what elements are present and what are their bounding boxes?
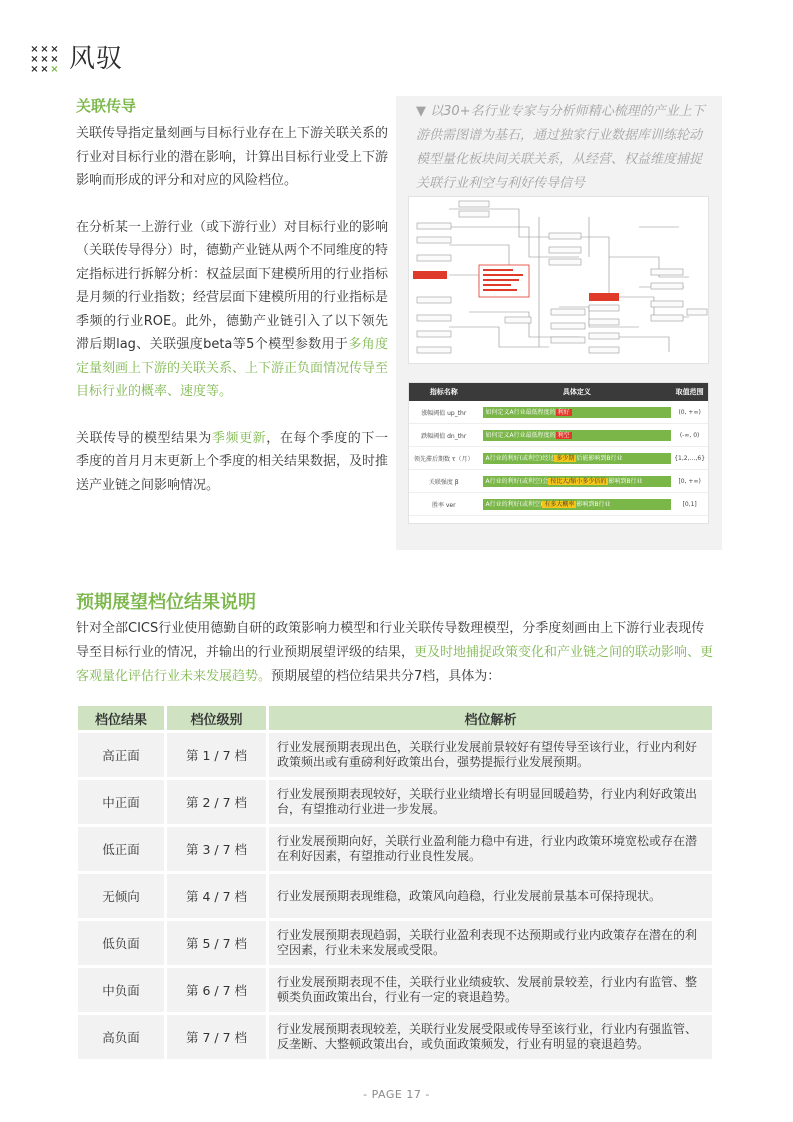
grade-level: 第 5 / 7 档 (164, 921, 266, 965)
param-header-range: 取值范围 (675, 388, 704, 396)
param-row (409, 493, 708, 516)
table-row (78, 921, 712, 965)
industry-chain-graph (409, 197, 710, 365)
paragraph-2-highlight: 多角度定量刻画上下游的关联关系、上下游正负面情况传导至目标行业的概率、速度等。 (76, 337, 389, 399)
param-name: 跌幅阈值 dn_thr (421, 432, 467, 440)
brand-name: 风驭 (69, 44, 124, 74)
param-def-prefix: 如何定义A行业最低程度的 (485, 431, 556, 439)
param-range: [0, +∞) (678, 477, 701, 485)
param-def-yellow: 有多大概率 (544, 500, 575, 508)
grade-level: 第 4 / 7 档 (164, 874, 266, 918)
param-name: 胜率 ver (431, 501, 456, 509)
param-header-definition: 具体定义 (562, 388, 591, 396)
param-range: (-∞, 0) (679, 431, 700, 439)
grade-description: 行业发展预期表现较好，关联行业业绩增长有明显回暖趋势，行业内利好政策出台，有望推动行业进一步发展。 (266, 780, 712, 824)
table-row (78, 733, 712, 777)
param-def-yellow: 按比大/缩小多少倍的 (550, 477, 607, 485)
param-definition-bar (483, 499, 672, 510)
param-row (409, 470, 708, 493)
param-row (409, 447, 708, 470)
table-row (78, 968, 712, 1012)
outlook-intro-text-a: 针对全部CICS行业使用德勤自研的政策影响力模型和行业关联传导数理模型，分季度刻画由上下游行业表现传导至目标行业的情况，并输出的行业预期展望评级的结果， (76, 621, 705, 660)
grade-result: 高负面 (78, 1015, 164, 1059)
paragraph-3-text-a: 关联传导的模型结果为 (76, 430, 212, 446)
outlook-intro-text-b: 预期展望的档位结果共分7档，具体为： (271, 669, 501, 684)
param-def-prefix: 如何定义A行业最低程度的 (485, 408, 556, 416)
illustration-caption: ▼ 以30+名行业专家与分析师精心梳理的产业上下游供需图谱为基石，通过独家行业数据库训练轮动模型量化板块间关联关系，从经营、权益维度捕捉关联行业利空与利好传导信号 (416, 104, 705, 191)
grade-level: 第 3 / 7 档 (164, 827, 266, 871)
grade-description: 行业发展预期表现较差，关联行业发展受限或传导至该行业，行业内有强监管、反垄断、大整顿政策出台，或负面政策频发，行业有明显的衰退趋势。 (266, 1015, 712, 1059)
table-row (78, 780, 712, 824)
parameter-definition-table (408, 382, 709, 524)
grade-description: 行业发展预期表现不佳，关联行业业绩疲软、发展前景较差，行业内有监管、整顿类负面政策出台，行业有一定的衰退趋势。 (266, 968, 712, 1012)
param-name: 涨幅阈值 up_thr (421, 409, 467, 417)
illustration-panel (396, 96, 722, 550)
grade-result: 无倾向 (78, 874, 164, 918)
param-range: (0, +∞) (678, 408, 701, 416)
param-header-name: 指标名称 (429, 388, 458, 396)
industry-chain-diagram (408, 196, 709, 364)
grade-description: 行业发展预期表现出色，关联行业发展前景较好有望传导至该行业，行业内利好政策频出或有重磅利好政策出台，强势提振行业发展预期。 (266, 733, 712, 777)
paragraph-3-text-b: ，在每个季度的下一季度的首月月末更新上个季度的相关结果数据，及时推送产业链之间影响情况。 (76, 430, 389, 493)
param-definition-bar (483, 453, 672, 464)
param-row (409, 401, 708, 424)
grade-result: 高正面 (78, 733, 164, 777)
param-def-prefix: A行业的利好(或利空)会 (485, 477, 549, 485)
header-grade-analysis: 档位解析 (266, 706, 712, 730)
grade-level: 第 2 / 7 档 (164, 780, 266, 824)
logo-mark-icon: × × × × × × × × × (30, 43, 59, 75)
paragraph-2-text: 在分析某一上游行业（或下游行业）对目标行业的影响（关联传导得分）时，德勤产业链从两个不同维度的特定指标进行拆解分析：权益层面下建模所用的行业指标是月频的行业指数；经营层面下建模所用的行业指标是季频的行业ROE。此外，德勤产业链引入了以下领先滞后期lag、关联强度beta等5个模型参数用于 (76, 219, 389, 352)
param-definition-bar (483, 430, 672, 441)
grade-description: 行业发展预期向好，关联行业盈利能力稳中有进，行业内政策环境宽松或存在潜在利好因素，有望推动行业良性发展。 (266, 827, 712, 871)
param-range: [0,1] (682, 500, 697, 508)
param-definition-bar (483, 476, 672, 487)
grade-level: 第 6 / 7 档 (164, 968, 266, 1012)
grade-level: 第 1 / 7 档 (164, 733, 266, 777)
grade-result: 低负面 (78, 921, 164, 965)
grade-description: 行业发展预期表现维稳，政策风向趋稳，行业发展前景基本可保持现状。 (266, 874, 712, 918)
outlook-grade-table (78, 703, 712, 1062)
grade-result: 中正面 (78, 780, 164, 824)
param-def-prefix: A行业的利好(或利空)经过 (485, 454, 555, 462)
brand-logo (30, 44, 123, 74)
paragraph-3-highlight: 季频更新 (211, 430, 267, 446)
header-grade-level: 档位级别 (164, 706, 266, 730)
association-paragraph-3 (76, 427, 388, 498)
param-name: 领先滞后期数 τ（月） (414, 455, 474, 463)
grade-table-header (78, 706, 712, 730)
grade-result: 低正面 (78, 827, 164, 871)
association-paragraph-2 (76, 216, 388, 404)
table-row (78, 1015, 712, 1059)
param-def-red: 利空 (557, 431, 570, 439)
param-def-prefix: A行业的利好(或利空) (485, 500, 543, 508)
param-def-red: 利好 (557, 408, 570, 416)
grade-result: 中负面 (78, 968, 164, 1012)
page-number: - PAGE 17 - (363, 1088, 430, 1101)
param-def-yellow: 多少期 (556, 454, 575, 462)
param-row (409, 424, 708, 447)
association-description (76, 122, 388, 520)
param-def-suffix: 后能影响到B行业 (576, 454, 623, 462)
section-title-outlook: 预期展望档位结果说明 (76, 592, 256, 613)
outlook-intro (76, 617, 716, 689)
grade-level: 第 7 / 7 档 (164, 1015, 266, 1059)
param-name: 关联强度 β (428, 478, 459, 486)
section-title-association: 关联传导 (76, 97, 137, 115)
table-row (78, 874, 712, 918)
param-definition-bar (483, 407, 672, 418)
param-table-header (409, 383, 708, 401)
association-paragraph-1: 关联传导指定量刻画与目标行业存在上下游关联关系的行业对目标行业的潜在影响，计算出目标行业受上下游影响而形成的评分和对应的风险档位。 (76, 126, 389, 188)
param-def-suffix: 影响到B行业 (608, 477, 643, 485)
param-range: {1,2,…,6} (674, 454, 706, 462)
header-grade-result: 档位结果 (78, 706, 164, 730)
outlook-intro-highlight: 更及时地捕捉政策变化和产业链之间的联动影响、更客观量化评估行业未来发展趋势。 (76, 645, 714, 684)
grade-description: 行业发展预期表现趋弱，关联行业盈利表现不达预期或行业内政策存在潜在的利空因素，行业未来发展或受限。 (266, 921, 712, 965)
table-row (78, 827, 712, 871)
param-def-suffix: 影响到B行业 (576, 500, 611, 508)
